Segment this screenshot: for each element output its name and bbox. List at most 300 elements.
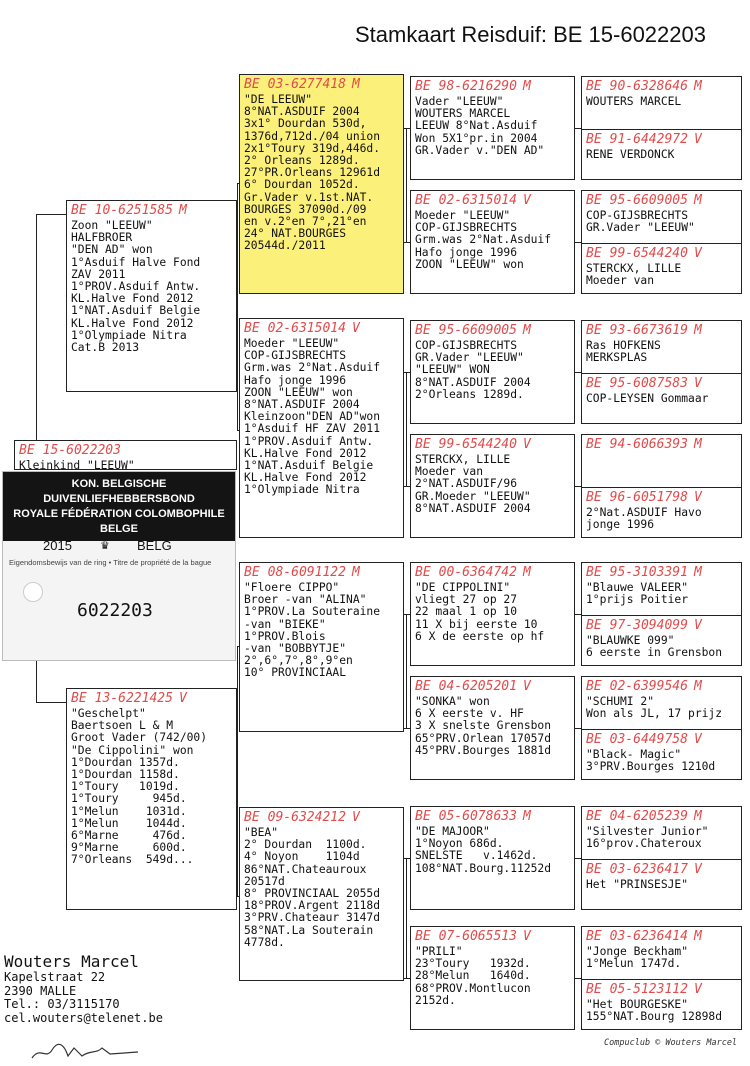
pedigree-note-line: 45°PRV.Bourges 1881d: [415, 743, 552, 757]
pedigree-note-line: 1°Dourdan 1158d.: [71, 768, 180, 782]
pedigree-note-line: "LEEUW" WON: [415, 363, 490, 377]
country-code: BE: [415, 437, 431, 452]
pedigree-note-line: 1°Asduif HF ZAV 2011: [244, 422, 381, 436]
ring-id: 98-6216290: [438, 79, 517, 94]
country-code: BE: [71, 203, 87, 218]
pedigree-note-line: Broer -van "ALINA": [244, 593, 367, 607]
pedigree-note-line: 28°Melun 1640d.: [415, 969, 531, 983]
connector-line: [575, 614, 581, 615]
g8-ring-number: [582, 488, 741, 506]
pedigree-note-line: Zoon "LEEUW": [71, 219, 153, 232]
ring-id: 94-6066393: [609, 437, 688, 452]
pedigree-note-line: MERKSPLAS: [586, 351, 648, 365]
country-code: BE: [586, 929, 602, 944]
pedigree-note-line: 2°Orleans 1289d.: [415, 387, 524, 401]
sex-marker: M: [351, 77, 360, 92]
pedigree-note-line: 1°Toury 1019d.: [71, 780, 180, 794]
pedigree-note-line: STERCKX, LILLE: [586, 262, 682, 275]
sex-marker: V: [693, 732, 702, 747]
pedigree-note-line: 6 eerste in Grensbon: [586, 646, 723, 660]
country-code: BE: [71, 691, 87, 706]
pedigree-note-line: 3°PRV.Chateaur 3147d: [244, 911, 381, 925]
pigeon-card-dss: [410, 562, 575, 666]
pedigree-note-line: 68°PROV.Montlucon: [415, 981, 531, 995]
pedigree-note-line: "DEN AD" won: [71, 243, 153, 257]
pedigree-note-line: 3 X snelste Grensbon: [415, 719, 552, 733]
signature-image: [30, 1040, 140, 1062]
connector-line: [404, 372, 410, 373]
connector-line: [404, 128, 410, 129]
pedigree-note-line: 22 maal 1 op 10: [415, 605, 518, 619]
pedigree-note-line: ZOON "LEEUW" won: [415, 257, 524, 271]
pedigree-note-line: "DE CIPPOLINI": [415, 581, 511, 594]
pedigree-note-line: jonge 1996: [586, 518, 655, 532]
pedigree-note-line: 155°NAT.Bourg 12898d: [586, 1010, 723, 1024]
ring-id: 00-6364742: [438, 565, 517, 580]
country-code: BE: [586, 132, 602, 147]
country-code: BE: [244, 565, 260, 580]
g16-ring-number: [582, 980, 741, 998]
country-code: BE: [586, 982, 602, 997]
ring-id: 13-6221425: [94, 691, 173, 706]
sex-marker: M: [178, 203, 187, 218]
g10-ring-number: [582, 616, 741, 634]
pedigree-note-line: 1376d,712d./04 union: [244, 129, 381, 143]
ring-id: 07-6065513: [438, 929, 517, 944]
pedigree-note-line: Moeder "LEEUW": [415, 209, 511, 222]
connector-line: [237, 896, 239, 897]
pedigree-note-line: 65°PRV.Orlean 17057d: [415, 731, 552, 745]
connector-line: [404, 728, 410, 729]
great-grandparents-card: [581, 676, 742, 780]
pedigree-note-line: GR.Vader v."DEN AD": [415, 143, 545, 157]
sex-marker: M: [693, 809, 702, 824]
pedigree-note-line: 9°Marne 600d.: [71, 841, 187, 855]
pigeon-card-ddd: [410, 926, 575, 1030]
great-grandparents-card: [581, 806, 742, 910]
great-grandsire: [582, 77, 741, 129]
pigeon-card-ds: [239, 562, 404, 732]
country-code: BE: [244, 77, 260, 92]
pedigree-note-line: Cat.B 2013: [71, 341, 140, 355]
pedigree-note-line: Grm.was 2°Nat.Asduif: [415, 233, 552, 247]
sex-marker: V: [522, 193, 531, 208]
pedigree-note-line: Hafo jonge 1996: [244, 373, 347, 387]
owner-city: 2390 MALLE: [4, 983, 77, 998]
ddd-ring-number: [411, 927, 574, 945]
connector-line: [406, 614, 407, 728]
pedigree-note-line: 1°NAT.Asduif Belgie: [244, 459, 374, 473]
pedigree-note-line: 58°NAT.La Souterain: [244, 923, 374, 937]
connector-line: [575, 978, 581, 979]
pedigree-note-line: Won als JL, 17 prijz: [586, 707, 723, 721]
pigeon-card-dds: [410, 806, 575, 910]
pigeon-card-sss: [410, 76, 575, 180]
owner-email[interactable]: cel.wouters@telenet.be: [4, 1010, 163, 1025]
pedigree-note-line: 2° Orleans 1289d.: [244, 154, 360, 168]
great-grandsire: [582, 927, 741, 979]
g12-ring-number: [582, 730, 741, 748]
pedigree-note-line: 1°prijs Poitier: [586, 593, 689, 607]
pigeon-card-dd: [239, 807, 404, 981]
ring-id: 04-6205201: [438, 679, 517, 694]
connector-line: [237, 183, 239, 184]
pedigree-note-line: Ras HOFKENS: [586, 339, 661, 352]
sss-ring-number: [411, 77, 574, 95]
pedigree-note-line: Moeder "LEEUW": [244, 337, 340, 350]
sex-marker: V: [522, 679, 531, 694]
pedigree-note-line: 8°NAT.ASDUIF 2004: [244, 105, 360, 119]
country-code: BE: [415, 809, 431, 824]
sex-marker: M: [693, 193, 702, 208]
pedigree-note-line: Groot Vader (742/00): [71, 731, 208, 745]
country-code: BE: [586, 193, 602, 208]
sex-marker: M: [522, 323, 531, 338]
g13-ring-number: [582, 807, 741, 825]
pedigree-note-line: Het "PRINSESJE": [586, 878, 689, 891]
ring-card-country: BELG: [137, 538, 172, 553]
subject-ring-number: [15, 441, 236, 459]
ring-id: 15-6022203: [42, 443, 121, 458]
sd-ring-number: [240, 319, 403, 337]
pedigree-note-line: HALFBROER: [71, 231, 133, 245]
sex-marker: V: [693, 246, 702, 261]
country-code: BE: [586, 79, 602, 94]
pedigree-note-line: 2x1°Toury 319d,446d.: [244, 141, 381, 155]
sex-marker: V: [522, 437, 531, 452]
country-code: BE: [415, 565, 431, 580]
country-code: BE: [586, 437, 602, 452]
country-code: BE: [415, 929, 431, 944]
owner-block: [4, 953, 163, 1025]
sex-marker: V: [693, 618, 702, 633]
pedigree-note-line: en v.2°en 7°,21°en: [244, 215, 367, 229]
pedigree-note-line: 27°PR.Orleans 12961d: [244, 166, 381, 180]
footer-credit: Compuclub © Wouters Marcel: [604, 1038, 738, 1048]
pedigree-note-line: 1°Asduif Halve Fond: [71, 255, 201, 269]
pedigree-note-line: 24° NAT.BOURGES: [244, 227, 347, 241]
pedigree-note-line: Moeder van: [586, 274, 655, 288]
punch-hole: [23, 582, 43, 602]
ring-card-year: 2015: [43, 538, 72, 553]
g6-ring-number: [582, 374, 741, 392]
connector-line: [404, 486, 410, 487]
pedigree-note-line: 1°PROV.Blois: [244, 629, 326, 643]
pedigree-note-line: GR.Vader "LEEUW": [415, 351, 524, 365]
pedigree-note-line: "De Cippolini" won: [71, 743, 194, 757]
country-code: BE: [586, 490, 602, 505]
pedigree-note-line: 18°PROV.Argent 2118d: [244, 899, 381, 913]
great-grandsire: [582, 677, 741, 729]
pedigree-note-line: KL.Halve Fond 2012: [244, 471, 367, 485]
pedigree-note-line: GR.Vader "LEEUW": [586, 221, 695, 235]
connector-line: [36, 214, 66, 215]
pedigree-note-line: 2°NAT.ASDUIF/96: [415, 477, 518, 491]
pedigree-note-line: RENE VERDONCK: [586, 148, 675, 161]
pigeon-card-sire: [66, 200, 237, 392]
ring-id: 90-6328646: [609, 79, 688, 94]
pedigree-note-line: 2° Dourdan 1100d.: [244, 838, 367, 852]
pedigree-note-line: "Silvester Junior": [586, 825, 709, 838]
pedigree-note-line: 2°,6°,7°,8°,9°en: [244, 654, 353, 668]
sdd-ring-number: [411, 435, 574, 453]
sex-marker: V: [693, 490, 702, 505]
ring-id: 04-6205239: [609, 809, 688, 824]
page-title: Stamkaart Reisduif: BE 15-6022203: [355, 22, 706, 47]
pedigree-note-line: 1°Melun 1031d.: [71, 804, 187, 818]
pedigree-note-line: 3x1° Dourdan 530d,: [244, 117, 367, 131]
country-code: BE: [586, 323, 602, 338]
great-grandsire: [582, 321, 741, 373]
g2-ring-number: [582, 130, 741, 148]
ring-id: 10-6251585: [94, 203, 173, 218]
connector-line: [36, 702, 66, 703]
pigeon-card-sds: [410, 320, 575, 424]
pedigree-note-line: STERCKX, LILLE: [415, 453, 511, 466]
pedigree-note-line: "Black- Magic": [586, 748, 682, 761]
pigeon-card-ss: [239, 74, 404, 294]
sex-marker: V: [693, 132, 702, 147]
ring-id: 91-6442972: [609, 132, 688, 147]
g3-ring-number: [582, 191, 741, 209]
pedigree-note-line: "BLAUWKE 099": [586, 634, 675, 647]
ring-id: 02-6399546: [609, 679, 688, 694]
sex-marker: V: [522, 929, 531, 944]
sex-marker: V: [693, 376, 702, 391]
pedigree-note-line: COP-GIJSBRECHTS: [415, 339, 518, 352]
great-grandsire: [582, 807, 741, 859]
country-code: BE: [415, 193, 431, 208]
owner-name: Wouters Marcel: [4, 952, 139, 971]
sex-marker: M: [693, 565, 702, 580]
great-grandparents-card: [581, 926, 742, 1030]
pedigree-note-line: 1°PROV.La Souteraine: [244, 605, 381, 619]
pedigree-note-line: Won 5X1°pr.in 2004: [415, 131, 538, 145]
connector-line: [575, 128, 581, 129]
ring-id: 99-6544240: [438, 437, 517, 452]
owner-street: Kapelstraat 22: [4, 970, 106, 984]
great-grandparents-card: [581, 434, 742, 538]
country-code: BE: [415, 323, 431, 338]
country-code: BE: [586, 732, 602, 747]
sex-marker: M: [693, 929, 702, 944]
sex-marker: V: [351, 321, 360, 336]
pedigree-note-line: 1°Melun 1747d.: [586, 957, 682, 971]
pedigree-note-line: 1°NAT.Asduif Belgie: [71, 304, 201, 318]
pedigree-note-line: 20544d./2011: [244, 239, 326, 253]
ring-card-header: [3, 472, 235, 541]
great-granddam: [582, 244, 741, 293]
country-code: BE: [415, 679, 431, 694]
great-grandsire: [582, 563, 741, 615]
country-code: BE: [415, 79, 431, 94]
pedigree-note-line: 1°Melun 1044d.: [71, 816, 187, 830]
great-granddam: [582, 130, 741, 179]
pedigree-note-line: "DE MAJOOR": [415, 825, 490, 838]
pedigree-note-line: COP-GIJSBRECHTS: [415, 221, 518, 235]
great-grandsire: [582, 191, 741, 243]
owner-phone: Tel.: 03/3115170: [4, 997, 120, 1011]
pedigree-note-line: 7°Orleans 549d...: [71, 853, 194, 867]
ring-id: 02-6315014: [267, 321, 346, 336]
pedigree-note-line: KL.Halve Fond 2012: [71, 292, 194, 306]
pedigree-note-line: KL.Halve Fond 2012: [71, 316, 194, 330]
pedigree-note-line: 6°Marne 476d.: [71, 829, 187, 843]
pedigree-note-line: vliegt 27 op 27: [415, 593, 518, 607]
pedigree-note-line: 8°NAT.ASDUIF 2004: [415, 501, 531, 515]
country-code: BE: [19, 443, 35, 458]
federation-name-fr: ROYALE FÉDÉRATION COLOMBOPHILE BELGE: [13, 508, 225, 535]
crown-icon: ♛: [101, 538, 109, 553]
country-code: BE: [244, 321, 260, 336]
great-granddam: [582, 616, 741, 665]
pedigree-note-line: Gr.Vader v.1st.NAT.: [244, 190, 374, 204]
pedigree-note-line: WOUTERS MARCEL: [586, 95, 682, 108]
pedigree-note-line: 86°NAT.Chateauroux: [244, 862, 367, 876]
pedigree-note-line: 4778d.: [244, 935, 285, 949]
g14-ring-number: [582, 860, 741, 878]
pedigree-note-line: "Blauwe VALEER": [586, 581, 689, 594]
pedigree-note-line: 8°NAT.ASDUIF 2004: [415, 375, 531, 389]
great-granddam: [582, 860, 741, 909]
pedigree-note-line: 23°Toury 1932d.: [415, 957, 531, 971]
great-granddam: [582, 374, 741, 423]
ring-certificate-card: [2, 471, 236, 661]
country-code: BE: [586, 679, 602, 694]
great-grandparents-card: [581, 76, 742, 180]
great-grandparents-card: [581, 190, 742, 294]
country-code: BE: [586, 565, 602, 580]
ring-id: 95-6609005: [609, 193, 688, 208]
pedigree-note-line: "DE LEEUW": [244, 93, 313, 106]
connector-line: [36, 214, 37, 440]
pedigree-note-line: 4° Noyon 1104d: [244, 850, 360, 864]
pedigree-note-line: "PRILI": [415, 945, 463, 958]
pedigree-note-line: 1°Noyon 686d.: [415, 837, 504, 851]
ring-id: 03-6236417: [609, 862, 688, 877]
pedigree-note-line: -van "BOBBYTJE": [244, 642, 347, 656]
pigeon-card-subject: [14, 440, 237, 470]
connector-line: [575, 728, 581, 729]
great-granddam: [582, 730, 741, 779]
ring-id: 95-6087583: [609, 376, 688, 391]
ring-id: 97-3094099: [609, 618, 688, 633]
sire-ring-number: [67, 201, 236, 219]
ring-id: 95-6609005: [438, 323, 517, 338]
pedigree-note-line: LEEUW 8°Nat.Asduif: [415, 119, 538, 133]
pedigree-note-line: 1°Olympiade Nitra: [244, 483, 360, 497]
great-grandparents-card: [581, 320, 742, 424]
sex-marker: M: [693, 323, 702, 338]
pedigree-note-line: 20517d: [244, 874, 285, 888]
pedigree-note-line: COP-GIJSBRECHTS: [244, 349, 347, 363]
dam-ring-number: [67, 689, 236, 707]
pedigree-note-line: 2°Nat.ASDUIF Havo: [586, 506, 702, 519]
great-grandparents-card: [581, 562, 742, 666]
pigeon-card-dsd: [410, 676, 575, 780]
pedigree-note-line: 1°PROV.Asduif Antw.: [244, 434, 374, 448]
pedigree-note-line: GR.Moeder "LEEUW": [415, 489, 531, 503]
connector-line: [406, 372, 407, 486]
country-code: BE: [586, 246, 602, 261]
country-code: BE: [586, 809, 602, 824]
g5-ring-number: [582, 321, 741, 339]
sex-marker: V: [351, 810, 360, 825]
pedigree-note-line: 2152d.: [415, 993, 456, 1007]
connector-line: [406, 858, 407, 978]
country-code: BE: [244, 810, 260, 825]
pedigree-note-line: "Jonge Beckham": [586, 945, 689, 958]
ring-id: 93-6673619: [609, 323, 688, 338]
sex-marker: M: [693, 437, 702, 452]
ring-id: 02-6315014: [438, 193, 517, 208]
pedigree-note-line: 8°NAT.ASDUIF 2004: [244, 398, 360, 412]
sex-marker: M: [522, 565, 531, 580]
g7-ring-number: [582, 435, 741, 453]
pedigree-note-line: 6 X de eerste op hf: [415, 629, 545, 643]
connector-line: [575, 242, 581, 243]
g1-ring-number: [582, 77, 741, 95]
pedigree-note-line: COP-GIJSBRECHTS: [586, 209, 689, 222]
pedigree-note-line: 1°Dourdan 1357d.: [71, 755, 180, 769]
pigeon-card-ssd: [410, 190, 575, 294]
pedigree-note-line: BOURGES 37090d./09: [244, 202, 367, 216]
pedigree-note-line: 6° Dourdan 1052d.: [244, 178, 360, 192]
pedigree-note-line: 1°Toury 945d.: [71, 792, 187, 806]
dds-ring-number: [411, 807, 574, 825]
ring-id: 99-6544240: [609, 246, 688, 261]
pedigree-note-line: SNELSTE v.1462d.: [415, 849, 538, 863]
pedigree-note-line: ZAV 2011: [71, 267, 126, 281]
pedigree-note-line: 8° PROVINCIAAL 2055d: [244, 887, 381, 901]
sex-marker: M: [351, 565, 360, 580]
connector-line: [237, 183, 238, 430]
pedigree-note-line: "BEA": [244, 826, 279, 839]
g15-ring-number: [582, 927, 741, 945]
connector-line: [575, 858, 581, 859]
g11-ring-number: [582, 677, 741, 695]
pigeon-card-sdd: [410, 434, 575, 538]
connector-line: [237, 646, 239, 647]
pedigree-note-line: "SONKA" won: [415, 695, 490, 708]
sex-marker: V: [178, 691, 187, 706]
connector-line: [404, 614, 410, 615]
connector-line: [237, 430, 239, 431]
pedigree-note-line: 6 X eerste v. HF: [415, 707, 524, 721]
connector-line: [404, 978, 410, 979]
pedigree-note-line: KL.Halve Fond 2012: [244, 446, 367, 460]
country-code: BE: [586, 376, 602, 391]
pedigree-note-line: Grm.was 2°Nat.Asduif: [244, 361, 381, 375]
connector-line: [36, 661, 37, 702]
g4-ring-number: [582, 244, 741, 262]
dd-ring-number: [240, 808, 403, 826]
pedigree-note-line: "Geschelpt": [71, 707, 146, 720]
pedigree-note-line: Kleinzoon"DEN AD"won: [244, 410, 381, 424]
pedigree-note-line: Vader "LEEUW": [415, 95, 504, 108]
pedigree-note-line: "Het BOURGESKE": [586, 998, 689, 1011]
connector-line: [404, 858, 410, 859]
great-grandsire: [582, 435, 741, 487]
great-granddam: [582, 980, 741, 1029]
pedigree-note-line: -van "BIEKE": [244, 617, 326, 631]
ring-id: 03-6277418: [267, 77, 346, 92]
sex-marker: M: [693, 79, 702, 94]
pedigree-note-line: 10° PROVINCIAAL: [244, 666, 347, 680]
pigeon-card-dam: [66, 688, 237, 910]
connector-line: [404, 242, 410, 243]
sex-marker: M: [693, 679, 702, 694]
